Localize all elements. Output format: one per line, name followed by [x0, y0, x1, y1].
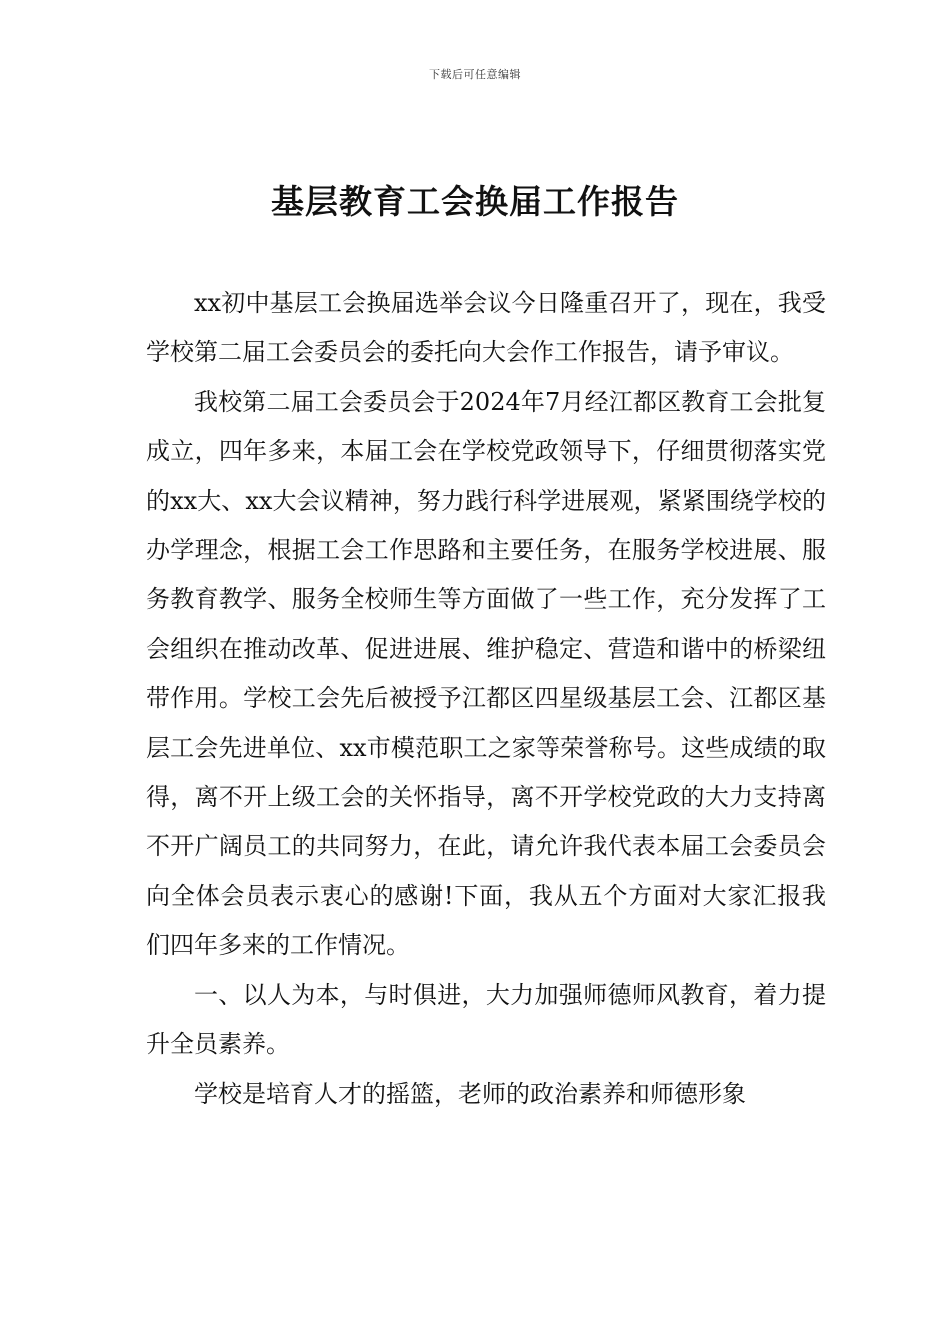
section-heading-one: 一、以人为本，与时俱进，大力加强师德师风教育，着力提升全员素养。 — [146, 980, 826, 1059]
paragraph-section-one: 学校是培育人才的摇篮，老师的政治素养和师德形象 — [194, 1079, 746, 1108]
document-body — [146, 279, 826, 1119]
paragraph-intro: xx初中基层工会换届选举会议今日隆重召开了，现在，我受学校第二届工会委员会的委托向大会作工作报告，请予审议。 — [146, 289, 826, 367]
document-title: 基层教育工会换届工作报告 — [271, 182, 679, 221]
header-note: 下载后可任意编辑 — [429, 68, 521, 81]
paragraph-achievements: 我校第二届工会委员会于2024年7月经江都区教育工会批复成立，四年多来，本届工会在学校党政领导下，仔细贯彻落实党的xx大、xx大会议精神，努力践行科学进展观，紧紧围绕学校的办学理念，根据工会工作思路和主要任务，在服务学校进展、服务教育教学、服务全校师生等方面做了一些工作，充分发挥了工会组织在推动改革、促进进展、维护稳定、营造和谐中的桥梁纽带作用。学校工会先后被授予江都区四星级基层工会、江都区基层工会先进单位、xx市模范职工之家等荣誉称号。这些成绩的取得，离不开上级工会的关怀指导，离不开学校党政的大力支持离不开广阔员工的共同努力，在此，请允许我代表本届工会委员会向全体会员表示衷心的感谢!下面，我从五个方面对大家汇报我们四年多来的工作情况。 — [146, 387, 826, 960]
